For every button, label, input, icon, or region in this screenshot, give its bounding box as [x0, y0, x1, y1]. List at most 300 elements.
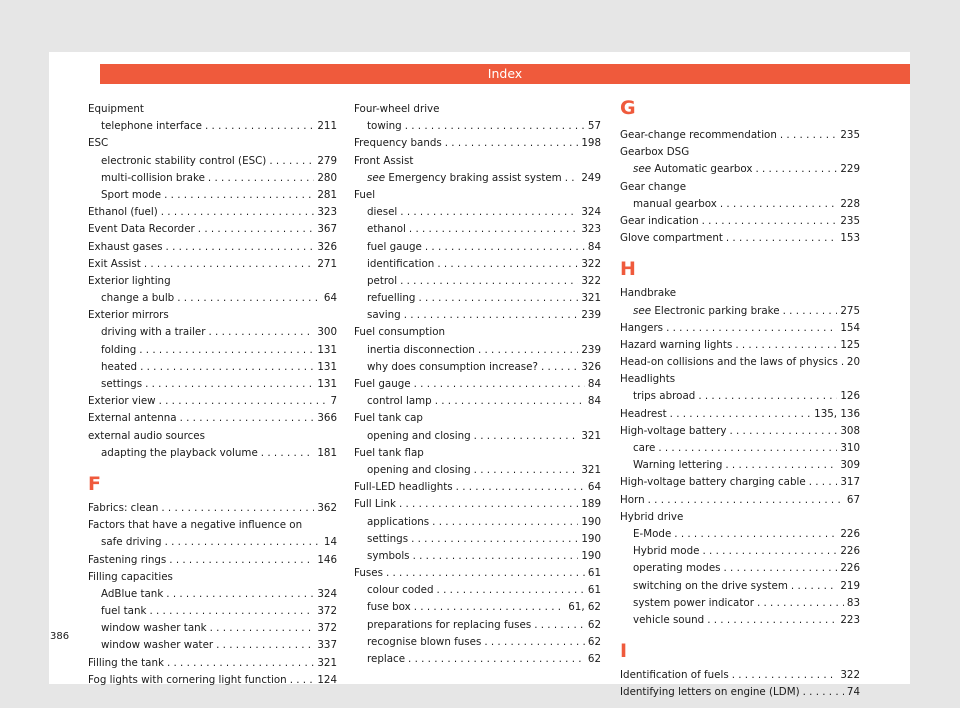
index-entry	[620, 423, 860, 440]
dot-leader	[409, 221, 578, 238]
page-reference: 271	[317, 257, 337, 270]
dot-leader	[386, 565, 585, 582]
entry-label: refuelling	[367, 292, 416, 305]
dot-leader	[534, 617, 585, 634]
page-reference: 321	[581, 463, 601, 476]
section-letter: G	[620, 97, 636, 119]
page-reference: 322	[840, 669, 860, 682]
index-subentry	[354, 651, 601, 668]
page-reference: 228	[840, 197, 860, 210]
entry-label: operating modes	[633, 562, 721, 575]
index-subentry	[354, 290, 601, 307]
entry-label: Event Data Recorder	[88, 223, 195, 236]
index-column-3	[620, 97, 860, 701]
entry-label: Electronic parking brake	[654, 304, 780, 317]
dot-leader	[198, 221, 315, 238]
dot-leader	[720, 196, 837, 213]
entry-label: Hangers	[620, 321, 664, 334]
page-reference: 57	[587, 120, 601, 133]
index-subentry	[88, 118, 337, 135]
dot-leader	[144, 256, 315, 273]
index-entry	[354, 376, 601, 393]
page-reference: 337	[317, 639, 337, 652]
index-subentry	[88, 170, 337, 187]
page-reference: 124	[317, 673, 337, 686]
see-reference: see	[633, 304, 652, 317]
header-title: Index	[487, 66, 523, 81]
index-subentry	[620, 560, 860, 577]
dot-leader	[437, 256, 578, 273]
entry-label: E-Mode	[633, 527, 672, 540]
index-subentry	[354, 221, 601, 238]
entry-label: inertia disconnection	[367, 343, 475, 356]
index-heading: Headlights	[620, 373, 676, 386]
entry-label: Emergency braking assist system	[388, 171, 562, 184]
entry-label: Horn	[620, 493, 645, 506]
index-subentry	[88, 603, 337, 620]
dot-leader	[437, 582, 585, 599]
dot-leader	[418, 290, 578, 307]
page-reference: 326	[317, 240, 337, 253]
page-reference: 61, 62	[568, 601, 601, 614]
page-reference: 154	[840, 321, 860, 334]
index-heading: external audio sources	[88, 429, 206, 442]
page-reference: 211	[317, 120, 337, 133]
page-reference: 366	[317, 412, 337, 425]
index-subentry	[354, 359, 601, 376]
entry-label: symbols	[367, 549, 410, 562]
index-subentry	[354, 256, 601, 273]
entry-label: towing	[367, 120, 402, 133]
index-entry	[620, 337, 860, 354]
index-heading: Gear change	[620, 180, 687, 193]
dot-leader	[809, 474, 838, 491]
page-reference: 7	[330, 395, 337, 408]
entry-label: Gear-change recommendation	[620, 129, 777, 141]
dot-leader	[724, 560, 838, 577]
entry-label: replace	[367, 653, 406, 665]
page-reference: 239	[581, 343, 601, 356]
index-entry	[88, 552, 337, 569]
dot-leader	[841, 354, 844, 371]
index-heading: Handbrake	[620, 287, 677, 300]
entry-label: applications	[367, 515, 430, 528]
page-reference: 239	[581, 309, 601, 322]
index-entry	[620, 684, 860, 701]
dot-leader	[166, 586, 314, 603]
page-reference: 62	[587, 653, 601, 665]
entry-label: diesel	[367, 206, 398, 219]
index-subentry	[620, 161, 860, 178]
index-subentry	[88, 359, 337, 376]
entry-label: heated	[101, 360, 138, 373]
page-reference: 62	[587, 618, 601, 631]
dot-leader	[400, 204, 578, 221]
dot-leader	[209, 324, 315, 341]
page-reference: 324	[581, 206, 601, 219]
index-subentry	[620, 303, 860, 320]
page-reference: 226	[840, 527, 860, 540]
entry-label: High-voltage battery	[620, 424, 727, 437]
page-reference: 190	[581, 515, 601, 528]
index-subentry	[620, 440, 860, 457]
page-reference: 309	[840, 459, 860, 472]
entry-label: fuel gauge	[367, 240, 422, 253]
entry-label: Frequency bands	[354, 137, 442, 150]
index-entry	[88, 221, 337, 238]
index-heading: Fuel tank cap	[354, 412, 423, 425]
dot-leader	[167, 655, 314, 672]
entry-label: manual gearbox	[633, 197, 717, 210]
page-reference: 372	[317, 605, 337, 618]
section-letter: F	[88, 472, 101, 495]
index-subentry	[354, 548, 601, 565]
index-entry	[620, 320, 860, 337]
index-subentry	[88, 534, 337, 551]
dot-leader	[729, 423, 837, 440]
page-reference: 367	[317, 223, 337, 236]
entry-label: why does consumption increase?	[367, 360, 538, 373]
entry-label: Filling the tank	[88, 656, 164, 669]
index-subentry	[354, 393, 601, 410]
entry-label: settings	[101, 378, 143, 390]
entry-label: Identifying letters on engine (LDM)	[620, 686, 800, 699]
index-subentry	[354, 273, 601, 290]
dot-leader	[735, 337, 837, 354]
page-reference: 84	[587, 240, 601, 253]
index-subentry	[88, 586, 337, 603]
dot-leader	[216, 637, 314, 654]
page-reference: 300	[317, 326, 337, 339]
index-entry	[620, 474, 860, 491]
entry-label: External antenna	[88, 412, 177, 425]
index-entry	[88, 256, 337, 273]
index-subentry	[620, 595, 860, 612]
page-header	[100, 64, 910, 84]
index-entry	[620, 492, 860, 509]
index-entry	[88, 239, 337, 256]
index-entry	[620, 667, 860, 684]
dot-leader	[726, 230, 837, 247]
dot-leader	[414, 599, 565, 616]
entry-label: Identification of fuels	[620, 669, 729, 682]
page-reference: 372	[317, 622, 337, 635]
index-entry	[88, 204, 337, 221]
index-heading: Exterior mirrors	[88, 309, 169, 322]
index-subentry	[354, 239, 601, 256]
dot-leader	[140, 359, 314, 376]
dot-leader	[166, 239, 315, 256]
dot-leader	[484, 634, 585, 651]
index-subentry	[354, 204, 601, 221]
index-entry	[620, 127, 860, 144]
page-reference: 181	[317, 446, 337, 459]
entry-label: change a bulb	[101, 292, 175, 305]
entry-label: Ethanol (fuel)	[88, 206, 158, 219]
dot-leader	[408, 651, 585, 668]
index-entry	[620, 213, 860, 230]
entry-label: Gear indication	[620, 214, 699, 227]
dot-leader	[725, 457, 837, 474]
index-heading: Equipment	[88, 103, 144, 115]
entry-label: control lamp	[367, 395, 432, 408]
index-subentry	[354, 462, 601, 479]
page-reference: 229	[840, 163, 860, 176]
dot-leader	[164, 187, 314, 204]
dot-leader	[732, 667, 838, 684]
index-subentry	[354, 514, 601, 531]
dot-leader	[474, 462, 579, 479]
page-reference: 84	[587, 378, 601, 390]
index-heading: Front Assist	[354, 154, 414, 167]
index-subentry	[354, 582, 601, 599]
dot-leader	[565, 170, 579, 187]
page-reference: 74	[846, 686, 860, 699]
page-reference: 190	[581, 549, 601, 562]
page-reference: 280	[317, 171, 337, 184]
dot-leader	[159, 393, 328, 410]
dot-leader	[698, 388, 837, 405]
index-subentry	[354, 170, 601, 187]
dot-leader	[791, 578, 837, 595]
dot-leader	[400, 273, 578, 290]
dot-leader	[658, 440, 837, 457]
index-entry	[620, 354, 860, 371]
page-reference: 321	[317, 656, 337, 669]
dot-leader	[414, 376, 585, 393]
page-reference: 226	[840, 545, 860, 558]
dot-leader	[702, 213, 838, 230]
page-reference: 275	[840, 304, 860, 317]
page-reference: 324	[317, 587, 337, 600]
index-subentry	[620, 457, 860, 474]
page-reference: 362	[317, 501, 337, 514]
index-entry	[354, 135, 601, 152]
entry-label: fuse box	[367, 601, 411, 614]
entry-label: telephone interface	[101, 120, 202, 133]
entry-label: electronic stability control (ESC)	[101, 154, 267, 167]
dot-leader	[413, 548, 579, 565]
entry-label: settings	[367, 532, 409, 545]
entry-label: multi-collision brake	[101, 171, 205, 184]
index-subentry	[620, 543, 860, 560]
page-reference: 322	[581, 257, 601, 270]
entry-label: recognise blown fuses	[367, 635, 482, 648]
index-entry	[620, 406, 860, 423]
index-entry	[88, 410, 337, 427]
page-reference: 223	[840, 613, 860, 626]
index-subentry	[354, 428, 601, 445]
entry-label: saving	[367, 309, 401, 322]
dot-leader	[456, 479, 585, 496]
entry-label: Full Link	[354, 498, 396, 511]
index-entry	[88, 672, 337, 689]
index-entry	[88, 655, 337, 672]
index-subentry	[88, 290, 337, 307]
entry-label: folding	[101, 343, 137, 356]
index-heading: Hybrid drive	[620, 510, 684, 523]
index-heading: Filling capacities	[88, 570, 173, 583]
index-subentry	[354, 307, 601, 324]
entry-label: Exhaust gases	[88, 240, 163, 253]
entry-label: Fuses	[354, 567, 383, 580]
entry-label: window washer water	[101, 639, 214, 652]
page-reference: 126	[840, 390, 860, 403]
page-number: 386	[50, 631, 70, 642]
index-heading: Gearbox DSG	[620, 146, 690, 159]
entry-label: Hazard warning lights	[620, 338, 733, 351]
dot-leader	[399, 496, 578, 513]
dot-leader	[803, 684, 844, 701]
index-entry	[620, 230, 860, 247]
page-reference: 67	[846, 493, 860, 506]
page-reference: 317	[840, 476, 860, 489]
dot-leader	[474, 428, 579, 445]
page-reference: 189	[581, 498, 601, 511]
index-subentry	[88, 620, 337, 637]
dot-leader	[780, 127, 837, 144]
page-reference: 219	[840, 579, 860, 592]
dot-leader	[425, 239, 585, 256]
index-subentry	[88, 153, 337, 170]
dot-leader	[205, 118, 314, 135]
index-heading: Fuel tank flap	[354, 446, 424, 459]
dot-leader	[666, 320, 837, 337]
index-heading: Exterior lighting	[88, 274, 171, 287]
index-subentry	[354, 118, 601, 135]
page-reference: 323	[581, 223, 601, 236]
dot-leader	[177, 290, 321, 307]
entry-label: adapting the playback volume	[101, 446, 258, 459]
entry-label: vehicle sound	[633, 613, 705, 626]
entry-label: trips abroad	[633, 390, 696, 403]
entry-label: switching on the drive system	[633, 579, 788, 592]
see-reference: see	[633, 163, 652, 176]
dot-leader	[269, 153, 314, 170]
entry-label: preparations for replacing fuses	[367, 618, 532, 631]
page-reference: 61	[587, 584, 601, 597]
page-reference: 64	[587, 481, 601, 494]
index-entry	[354, 496, 601, 513]
dot-leader	[161, 500, 314, 517]
entry-label: safe driving	[101, 536, 162, 549]
page-reference: 190	[581, 532, 601, 545]
dot-leader	[707, 612, 837, 629]
dot-leader	[139, 342, 314, 359]
index-column-1	[88, 101, 337, 689]
index-subentry	[88, 376, 337, 393]
dot-leader	[670, 406, 811, 423]
entry-label: system power indicator	[633, 596, 754, 609]
entry-label: Warning lettering	[633, 459, 723, 472]
section-letter: I	[620, 640, 628, 663]
entry-label: ethanol	[367, 223, 406, 236]
dot-leader	[648, 492, 844, 509]
dot-leader	[783, 303, 838, 320]
index-subentry	[620, 196, 860, 213]
index-entry	[354, 479, 601, 496]
entry-label: Headrest	[620, 407, 667, 420]
entry-label: driving with a trailer	[101, 326, 206, 339]
entry-label: Fastening rings	[88, 553, 167, 566]
page-reference: 281	[317, 188, 337, 201]
entry-label: care	[633, 442, 656, 454]
index-entry	[88, 500, 337, 517]
page-reference: 61	[587, 567, 601, 580]
page-reference: 146	[317, 553, 337, 566]
dot-leader	[755, 161, 837, 178]
entry-label: Full-LED headlights	[354, 481, 453, 494]
dot-leader	[411, 531, 578, 548]
dot-leader	[674, 526, 837, 543]
page-reference: 321	[581, 429, 601, 442]
index-heading: Four-wheel drive	[354, 103, 440, 115]
entry-label: petrol	[367, 274, 398, 287]
dot-leader	[161, 204, 315, 221]
entry-label: Fabrics: clean	[88, 501, 159, 514]
page-reference: 235	[840, 129, 860, 141]
dot-leader	[210, 620, 315, 637]
index-subentry	[88, 342, 337, 359]
entry-label: Fog lights with cornering light function	[88, 673, 287, 686]
entry-label: opening and closing	[367, 463, 471, 476]
page-reference: 249	[581, 171, 601, 184]
page-reference: 62	[587, 635, 601, 648]
dot-leader	[435, 393, 585, 410]
index-subentry	[88, 324, 337, 341]
page-reference: 135, 136	[814, 407, 860, 420]
dot-leader	[290, 672, 315, 689]
page-reference: 131	[317, 360, 337, 373]
index-subentry	[620, 526, 860, 543]
page-reference: 323	[317, 206, 337, 219]
index-subentry	[354, 531, 601, 548]
page-reference: 308	[840, 424, 860, 437]
page-reference: 153	[840, 232, 860, 245]
dot-leader	[261, 445, 315, 462]
index-subentry	[88, 187, 337, 204]
index-subentry	[88, 637, 337, 654]
entry-label: Automatic gearbox	[654, 163, 753, 176]
entry-label: colour coded	[367, 584, 434, 597]
page-reference: 226	[840, 562, 860, 575]
index-subentry	[354, 617, 601, 634]
page-reference: 326	[581, 360, 601, 373]
entry-label: Exit Assist	[88, 257, 141, 270]
entry-label: fuel tank	[101, 605, 147, 618]
entry-label: High-voltage battery charging cable	[620, 476, 806, 489]
index-subentry	[354, 634, 601, 651]
entry-label: Exterior view	[88, 395, 156, 408]
dot-leader	[180, 410, 315, 427]
index-heading: Fuel	[354, 188, 376, 201]
entry-label: identification	[367, 257, 435, 270]
page-reference: 310	[840, 442, 860, 454]
page-reference: 20	[846, 356, 860, 369]
entry-label: AdBlue tank	[101, 587, 164, 600]
dot-leader	[149, 603, 314, 620]
dot-leader	[541, 359, 578, 376]
dot-leader	[445, 135, 579, 152]
index-subentry	[354, 599, 601, 616]
entry-label: Head-on collisions and the laws of physics	[620, 356, 838, 369]
page-reference: 14	[323, 536, 337, 549]
section-letter: H	[620, 258, 636, 281]
page-reference: 279	[317, 154, 337, 167]
dot-leader	[404, 307, 579, 324]
page-reference: 235	[840, 214, 860, 227]
index-heading: Fuel consumption	[354, 326, 446, 339]
